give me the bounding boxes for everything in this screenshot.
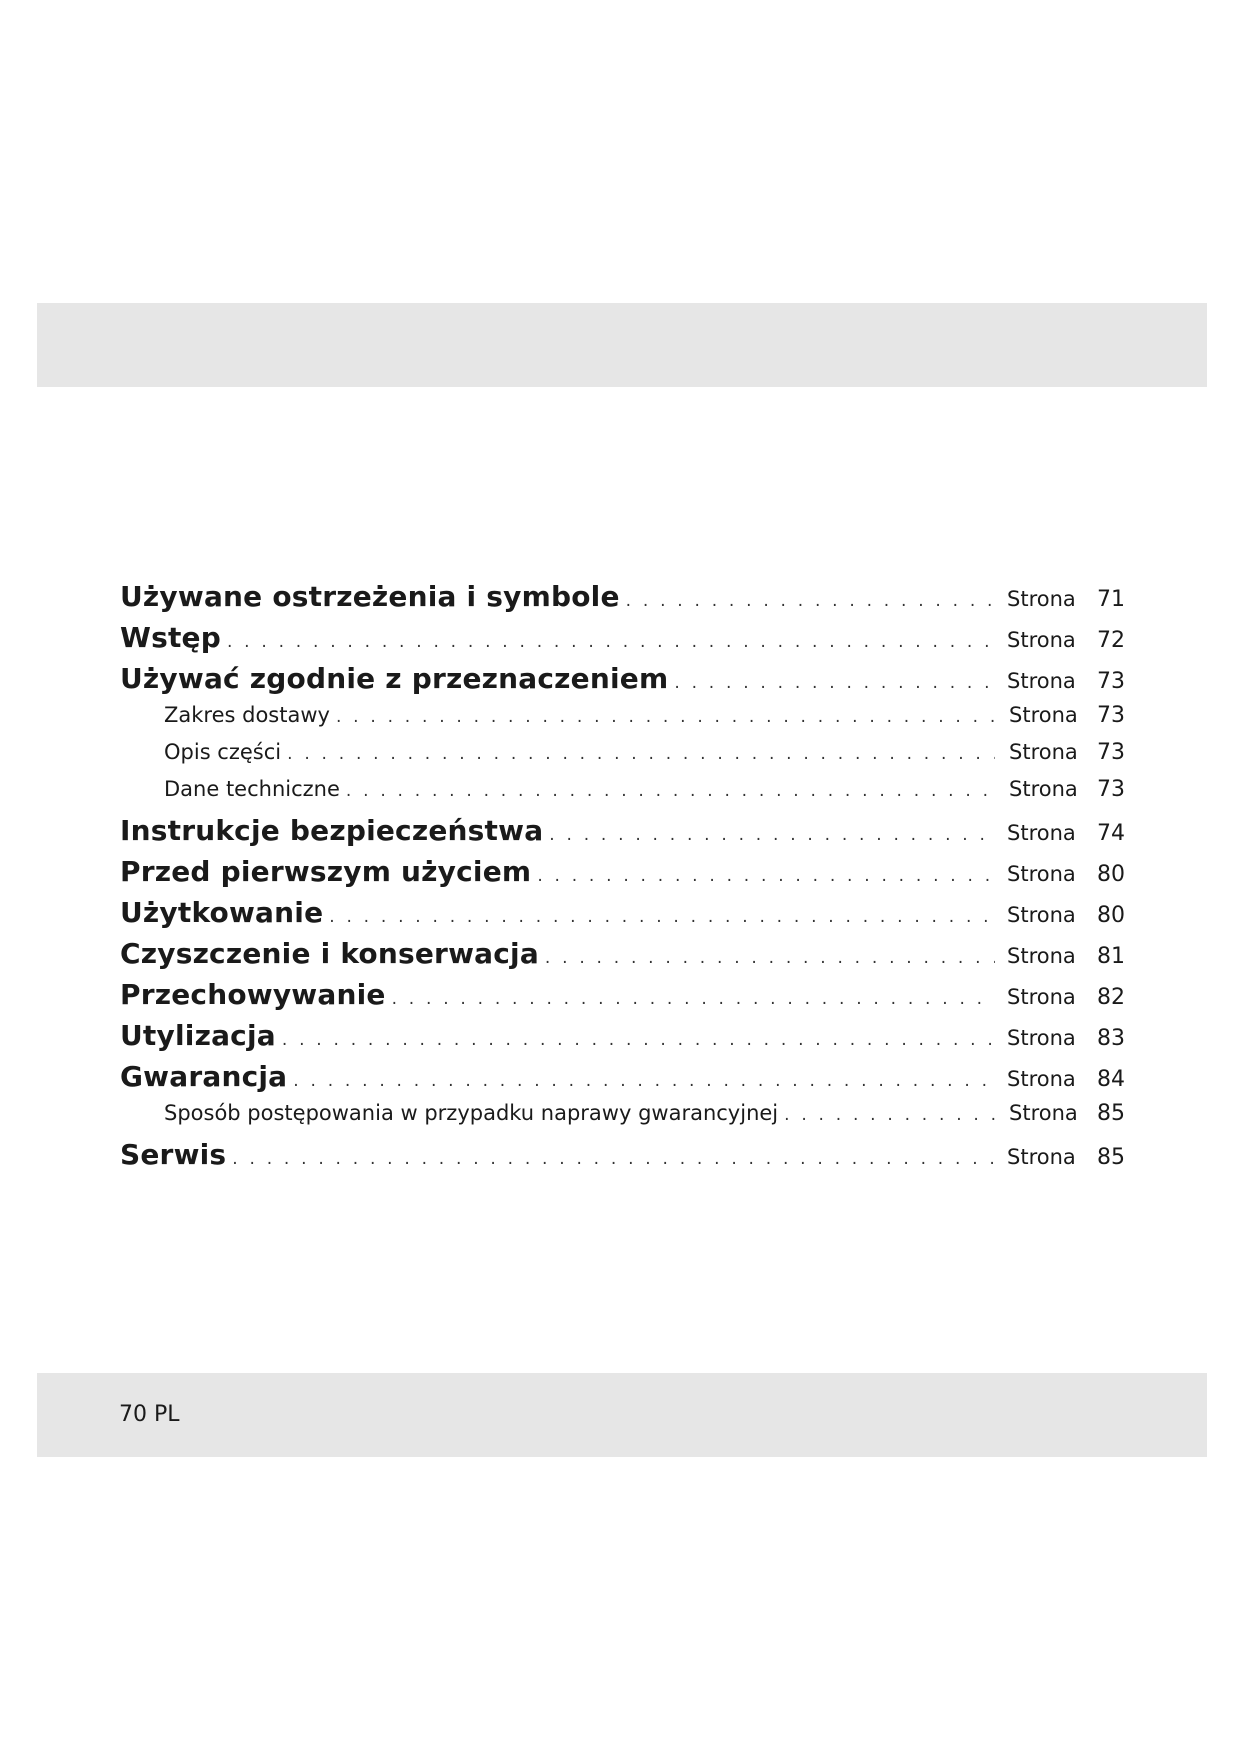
toc-entry-title: Używać zgodnie z przeznaczeniem: [120, 662, 669, 695]
toc-dot-leader: [346, 781, 995, 801]
toc-entry-title: Utylizacja: [120, 1019, 276, 1052]
page-number-footer: 70 PL: [119, 1402, 180, 1427]
toc-entry-title: Serwis: [120, 1138, 227, 1171]
toc-entry-title: Przechowywanie: [120, 978, 386, 1011]
toc-subentry-title: Opis części: [164, 740, 282, 764]
toc-page-label: Strona: [1007, 587, 1076, 611]
toc-page-number: 80: [1097, 903, 1125, 928]
toc-page-label: Strona: [1009, 1101, 1078, 1125]
toc-page-number: 73: [1097, 777, 1125, 802]
toc-page-label: Strona: [1009, 703, 1078, 727]
toc-entry-title: Gwarancja: [120, 1060, 288, 1093]
toc-page-number: 73: [1097, 703, 1125, 728]
toc-entry[interactable]: [120, 937, 1125, 978]
toc-page-number: 73: [1097, 669, 1125, 694]
toc-entry-title: Wstęp: [120, 621, 221, 654]
toc-entry[interactable]: [120, 814, 1125, 855]
toc-entry[interactable]: [120, 662, 1125, 703]
toc-subentry[interactable]: [120, 703, 1125, 740]
toc-page-label: Strona: [1007, 628, 1076, 652]
toc-dot-leader: [232, 1149, 995, 1169]
toc-page-label: Strona: [1007, 944, 1076, 968]
toc-dot-leader: [336, 707, 995, 727]
toc-entry-title: Przed pierwszym użyciem: [120, 855, 532, 888]
table-of-contents: [120, 580, 1125, 1179]
toc-dot-leader: [293, 1071, 995, 1091]
toc-page-number: 82: [1097, 985, 1125, 1010]
toc-page-number: 80: [1097, 862, 1125, 887]
toc-page-label: Strona: [1007, 669, 1076, 693]
toc-dot-leader: [329, 907, 995, 927]
toc-dot-leader: [537, 866, 995, 886]
toc-page-label: Strona: [1007, 903, 1076, 927]
toc-dot-leader: [227, 632, 995, 652]
toc-dot-leader: [392, 989, 995, 1009]
toc-page-number: 85: [1097, 1101, 1125, 1126]
footer-band: [37, 1373, 1207, 1457]
toc-page-label: Strona: [1007, 1067, 1076, 1091]
toc-dot-leader: [674, 673, 995, 693]
toc-dot-leader: [549, 825, 995, 845]
toc-entry[interactable]: [120, 1060, 1125, 1101]
toc-entry[interactable]: [120, 855, 1125, 896]
toc-page-number: 73: [1097, 740, 1125, 765]
toc-subentry-title: Dane techniczne: [164, 777, 340, 801]
toc-entry[interactable]: [120, 621, 1125, 662]
toc-entry[interactable]: [120, 1019, 1125, 1060]
toc-page-label: Strona: [1009, 740, 1078, 764]
toc-subentry-title: Sposób postępowania w przypadku naprawy gwarancyjnej: [164, 1101, 779, 1125]
toc-page-number: 84: [1097, 1067, 1125, 1092]
toc-page-label: Strona: [1007, 862, 1076, 886]
toc-page-label: Strona: [1007, 1145, 1076, 1169]
toc-dot-leader: [287, 744, 995, 764]
toc-page-label: Strona: [1007, 985, 1076, 1009]
toc-page-number: 71: [1097, 587, 1125, 612]
toc-page-number: 81: [1097, 944, 1125, 969]
toc-page-number: 72: [1097, 628, 1125, 653]
toc-subentry[interactable]: [120, 777, 1125, 814]
toc-page-label: Strona: [1007, 821, 1076, 845]
toc-subentry[interactable]: [120, 1101, 1125, 1138]
toc-entry[interactable]: [120, 580, 1125, 621]
toc-dot-leader: [282, 1030, 995, 1050]
toc-entry-title: Instrukcje bezpieczeństwa: [120, 814, 544, 847]
toc-entry[interactable]: [120, 1138, 1125, 1179]
toc-dot-leader: [784, 1105, 995, 1125]
toc-page-number: 74: [1097, 821, 1125, 846]
toc-entry-title: Używane ostrzeżenia i symbole: [120, 580, 620, 613]
toc-subentry[interactable]: [120, 740, 1125, 777]
toc-entry[interactable]: [120, 978, 1125, 1019]
toc-page-label: Strona: [1009, 777, 1078, 801]
header-band: [37, 303, 1207, 387]
toc-subentry-title: Zakres dostawy: [164, 703, 330, 727]
toc-entry-title: Użytkowanie: [120, 896, 324, 929]
toc-page-number: 83: [1097, 1026, 1125, 1051]
toc-page-number: 85: [1097, 1145, 1125, 1170]
toc-page-label: Strona: [1007, 1026, 1076, 1050]
toc-dot-leader: [545, 948, 995, 968]
toc-dot-leader: [626, 591, 995, 611]
toc-entry-title: Czyszczenie i konserwacja: [120, 937, 539, 970]
toc-entry[interactable]: [120, 896, 1125, 937]
